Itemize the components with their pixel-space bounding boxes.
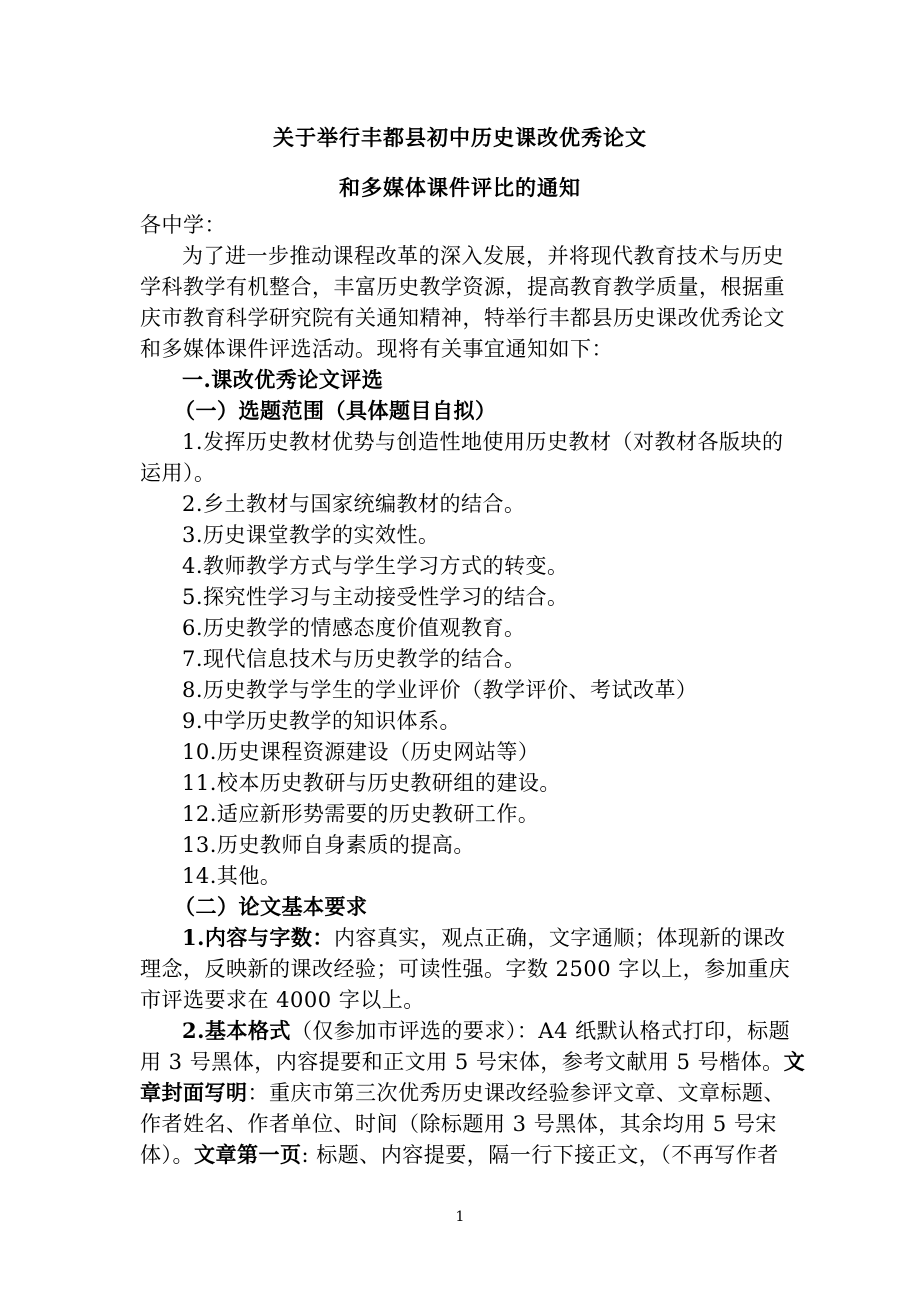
salutation: 各中学： — [140, 213, 226, 237]
requirement2-text: : 标题、内容提要，隔一行下接正文，（不再写作者 — [301, 1143, 779, 1167]
topic-item: 6.历史教学的情感态度价值观教育。 — [182, 616, 526, 640]
requirement2-bold: 章封面写明 — [140, 1080, 248, 1105]
topic-item: 2.乡土教材与国家统编教材的结合。 — [182, 492, 526, 516]
topic-item: 13.历史教师自身素质的提高。 — [182, 833, 475, 857]
intro-line: 学科教学有机整合，丰富历史教学资源，提高教育教学质量，根据重 — [140, 275, 785, 299]
requirement2-line — [140, 1140, 780, 1170]
topic-item: 8.历史教学与学生的学业评价（教学评价、考试改革） — [182, 678, 698, 702]
topic-item: 10.历史课程资源建设（历史网站等） — [182, 740, 540, 764]
requirement1-text: 内容真实，观点正确，文字通顺；体现新的课改 — [333, 926, 786, 950]
requirement2-line: 作者姓名、作者单位、时间（除标题用 3 号黑体，其余均用 5 号宋 — [140, 1112, 777, 1136]
requirement2-label: 2.基本格式 — [182, 1018, 291, 1043]
topic-item-continuation: 运用）。 — [140, 461, 216, 485]
topic-item: 3.历史课堂教学的实效性。 — [182, 523, 440, 547]
document-title-line1: 关于举行丰都县初中历史课改优秀论文 — [273, 125, 647, 150]
requirement1-line — [140, 923, 786, 953]
topic-item: 4.教师教学方式与学生学习方式的转变。 — [182, 554, 569, 578]
section1-heading: 一.课改优秀论文评选 — [182, 367, 384, 392]
requirement2-text: （仅参加市评选的要求）：A4 纸默认格式打印，标题 — [290, 1019, 791, 1043]
topic-item: 14.其他。 — [182, 864, 282, 888]
intro-line: 为了进一步推动课程改革的深入发展，并将现代教育技术与历史 — [182, 244, 784, 268]
document-title-line2: 和多媒体课件评比的通知 — [339, 175, 581, 200]
intro-line: 和多媒体课件评选活动。现将有关事宜通知如下： — [140, 337, 613, 361]
requirement2-text: 用 3 号黑体，内容提要和正文用 5 号宋体，参考文献用 5 号楷体。 — [140, 1050, 784, 1074]
topic-item: 5.探究性学习与主动接受性学习的结合。 — [182, 585, 569, 609]
requirement2-bold: 文章第一页 — [194, 1142, 302, 1167]
requirement1-line: 市评选要求在 4000 字以上。 — [140, 988, 425, 1012]
requirement1-label: 1.内容与字数： — [182, 925, 334, 950]
requirement2-line — [140, 1078, 785, 1108]
requirement2-text: 体）。 — [140, 1143, 194, 1167]
intro-line: 庆市教育科学研究院有关通知精神，特举行丰都县历史课改优秀论文 — [140, 306, 785, 330]
page-number: 1 — [455, 1209, 465, 1225]
requirement2-line — [140, 1047, 806, 1077]
topic-item: 12.适应新形势需要的历史教研工作。 — [182, 802, 540, 826]
topic-item: 7.现代信息技术与历史教学的结合。 — [182, 647, 526, 671]
topic-item: 11.校本历史教研与历史教研组的建设。 — [182, 771, 561, 795]
topic-item: 9.中学历史教学的知识体系。 — [182, 709, 462, 733]
requirement2-text: ：重庆市第三次优秀历史课改经验参评文章、文章标题、 — [247, 1081, 785, 1105]
subsection2-heading: （二）论文基本要求 — [174, 894, 368, 919]
requirement1-line: 理念，反映新的课改经验；可读性强。字数 2500 字以上，参加重庆 — [140, 957, 791, 981]
topic-item: 1.发挥历史教材优势与创造性地使用历史教材（对教材各版块的 — [182, 430, 784, 454]
requirement2-bold: 文 — [783, 1049, 806, 1074]
subsection1-heading: （一）选题范围（具体题目自拟） — [174, 398, 497, 423]
requirement2-line — [140, 1016, 791, 1046]
